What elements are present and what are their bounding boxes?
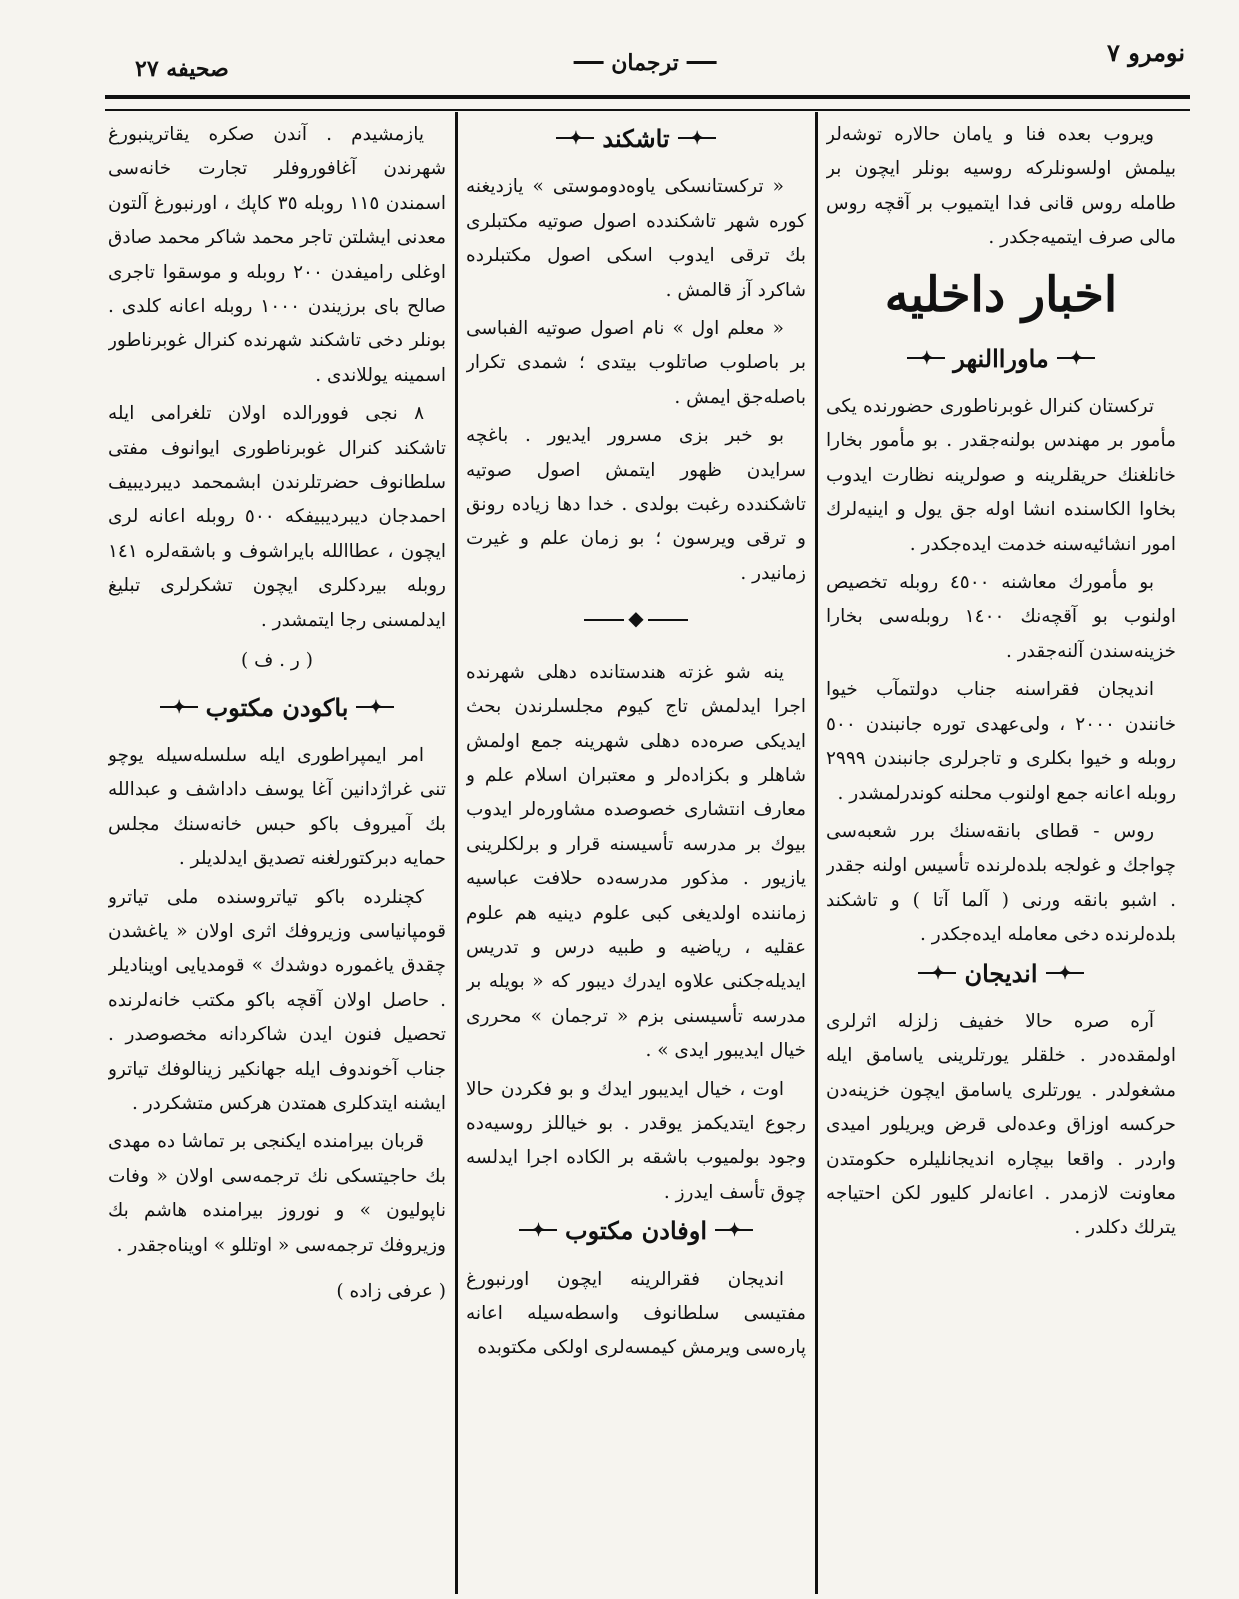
article-paragraph: قربان بيرامنده ايكنجى بر تماشا ده مهدى بك حاجيتسكى نك ترجمه‌سى اولان « وفات ناپوليون » و نوروز بيرامنده هاشم بك وزيروفك ترجمه‌سى « اوتللو » اويناه‌جقدر . [108,1131,446,1256]
article-paragraph: كچنلرده باكو تياتروسنده ملى تياترو قومپانياسى وزيروفك اثرى اولان « ياغشدن چقدق ياغموره دوشدك » قومديايى اويناديلر . حاصل اولان آقچه باكو مكتب خانه‌لرنده تحصيل فنون ايدن شاكردانه مخصوصدر . جناب آخوندوف ايله جهانكير زينالوفك تياترو ايشنه ايتدكلرى همتدن هركس متشكردر . [108,886,446,1114]
column-divider [455,112,458,1594]
page-number: صحيفه ٢٧ [135,56,229,82]
ornament-icon [686,57,716,67]
article-paragraph: انديجان فقرالرينه ايچون اورنبورغ مفتيسى سلطانوف واسطه‌سيله اعانه پاره‌سى ويرمش كيمسه‌لرى اولكى مكتوبده [466,1268,806,1359]
header-rule [105,95,1190,111]
issue-number: نومرو ٧ [1106,38,1185,67]
article-paragraph: انديجان فقراسنه جناب دولتمآب خيوا خانندن ٢٠٠٠ ، ولى‌عهدى توره جانبندن ٥٠٠ روبله و خيوا بكلرى و تاجرلرى جانبندن ٢٩٩٩ روبله اعانه جمع اولنوب محلنه كوندرلمشدر . [826,679,1176,804]
right-column [826,118,1176,1594]
article-paragraph: اوت ، خيال ايديبور ايدك و بو فكردن حالا رجوع ايتديكمز يوقدر . بو خياللز روسيه‌ده وجود بولميوب باشقه بر الكاده اجرا ايدلسه چوق تأسف ايدرز . [466,1078,806,1203]
ornament-icon [916,966,958,980]
masthead [105,30,1185,100]
article-heading: ✦باكودن مكتوب✦ [108,691,446,725]
ornament-icon [354,700,396,714]
article-paragraph: آره صره حالا خفيف زلزله اثرلرى اولمقده‌در . خلقلر يورتلرينى ياسامق ايله مشغولدر . يورتلرى ياسامق ايچون خزينه‌دن حركسه اوزاق وعده‌لى قرض ويريلور اميدى واردر . واقعا بيچاره انديجانليلره حكومتدن معاونت لازمدر . اعانه‌لر كليور لكن احتياجه يترلك دكلدر . [826,1010,1176,1239]
ornament-icon [554,131,596,145]
diamond-divider-icon: ◆ [466,601,806,635]
ornament-icon [574,57,604,67]
article-heading: ✦ماوراالنهر✦ [826,342,1176,376]
ornament-icon [676,131,718,145]
article-paragraph: ينه شو غزته هندستانده دهلى شهرنده اجرا ايدلمش تاج كيوم مجلسلرندن بحث ايديكى صره‌ده دهلى شهرينه جمع اولمش شاهلر و بكزاده‌لر و معتبران اسلام علم و معارف انتشارى خصوصده مشاوره‌لر ايدوب بيوك بر مدرسه تأسيسنه قرار و برلكلرينى يازيور . مذكور مدرسه‌ده حلافت عباسيه زماننده اولديغى كبى علوم دينيه هم علوم عقليه ، رياضيه و طبيه درس و تدريس ايديله‌جكنى علاوه ايدرك ديبور كه « بويله بر مدرسه تأسيسنى بزم « ترجمان » محررى خيال ايديبور ايدى » . [466,661,806,1062]
article-heading: ✦تاشكند✦ [466,122,806,156]
ornament-icon [905,351,947,365]
article-paragraph: « معلم اول » نام اصول صوتيه الفباسى بر باصلوب صاتلوب بيتدى ؛ شمدى تكرار باصله‌جق ايمش . [466,318,806,408]
article-paragraph: امر ايمپراطورى ايله سلسله‌سيله يوچو تنى غراژدانين آغا يوسف داداشف و عبدالله بك آميروف باكو حبس خانه‌سنك مجلس حمايه دبركتورلغنه تصديق ايدلديلر . [108,744,446,870]
article-paragraph: تركستان كنرال غوبرناطورى حضورنده يكى مأمور بر مهندس بولنه‌جقدر . بو مأمور بخارا خانلغنك حريقلرينه و صولرينه نظارت ايدوب بخاوا الكاسنده انشا اوله جق يول و اينيه‌لرك امور انشائيه‌سنه خدمت ايده‌جكدر . [826,396,1176,555]
article-paragraph: يازمشيدم . آندن صكره يقاترينبورغ شهرندن آغافوروفلر تجارت خانه‌سى اسمندن ١١٥ روبله ٣٥ كاپك ، اورنبورغ آلتون معدنى ايشلتن تاجر محمد شاكر محمد صادق اوغلى راميفدن ٢٠٠ روبله و موسقوا تاجرى صالح باى برزيندن ١٠٠٠ روبله اعانه كلدى . بونلر دخى تاشكند شهرنده كنرال غوبرناطور اسمينه يوللاندى . [108,124,446,386]
article-heading: ✦انديجان✦ [826,957,1176,991]
section-heading-domestic-news: اخبار داخليه [884,266,1118,323]
ornament-icon [517,1223,559,1237]
left-column [108,118,446,1594]
middle-column [466,118,806,1594]
article-paragraph: بو خبر بزى مسرور ايديور . باغچه سرايدن ظهور ايتمش اصول صوتيه تاشكندده رغبت بولدى . خدا دها زياده رونق و ترقى ويرسون ؛ بو زمان علم و غيرت زمانيدر . [466,425,806,584]
article-paragraph: ويروب بعده فنا و يامان حالاره توشه‌لر بيلمش اولسونلركه روسيه بونلر ايچون بر طامله روس قانى فدا ايتميوب بر آقچه روس مالى صرف ايتميه‌جكدر . [826,124,1176,249]
ornament-icon [1055,351,1097,365]
ornament-icon [1044,966,1086,980]
article-paragraph: بو مأمورك معاشنه ٤٥٠٠ روبله تخصيص اولنوب بو آقچه‌نك ١٤٠٠ روبله‌سى بخارا خزينه‌سندن آلنه‌جقدر . [826,572,1176,662]
newspaper-title-text: ترجمان [611,50,679,76]
column-divider [815,112,818,1594]
ornament-icon [713,1223,755,1237]
article-paragraph: ٨ نجى فوورالده اولان تلغرامى ايله تاشكند كنرال غوبرناطورى ايوانوف مفتى سلطانوف حضرتلرندن ابشمحمد ديبرديبيف احمدجان ديبرديبيفكه ٥٠٠ روبله اعانه لرى ايچون ، عطاالله بايراشوف و باشقه‌لره ١٤١ روبله بيردكلرى ايچون تشكرلرى تبليغ ايدلمسنى رجا ايتمشدر . [108,403,446,631]
newspaper-title [574,50,717,76]
article-heading: ✦اوفادن مكتوب✦ [466,1214,806,1248]
signature: ( عرفى زاده ) [336,1281,446,1302]
signature: ( ر . ف ) [241,650,313,672]
article-paragraph: روس - قطاى بانقه‌سنك برر شعبه‌سى چواجك و غولجه بلده‌لرنده تأسيس اولنه جقدر . اشبو بانقه ورنى ( آلما آتا ) و تاشكند بلده‌لرنده دخى معامله ايده‌جكدر . [826,820,1176,946]
ornament-icon [158,700,200,714]
article-paragraph: « تركستانسكى ياوه‌دوموستى » يازديغنه كوره شهر تاشكندده اصول صوتيه مكتبلرى بك ترقى ايدوب اسكى اصول مكتبلرده شاكرد آز قالمش . [466,176,806,301]
